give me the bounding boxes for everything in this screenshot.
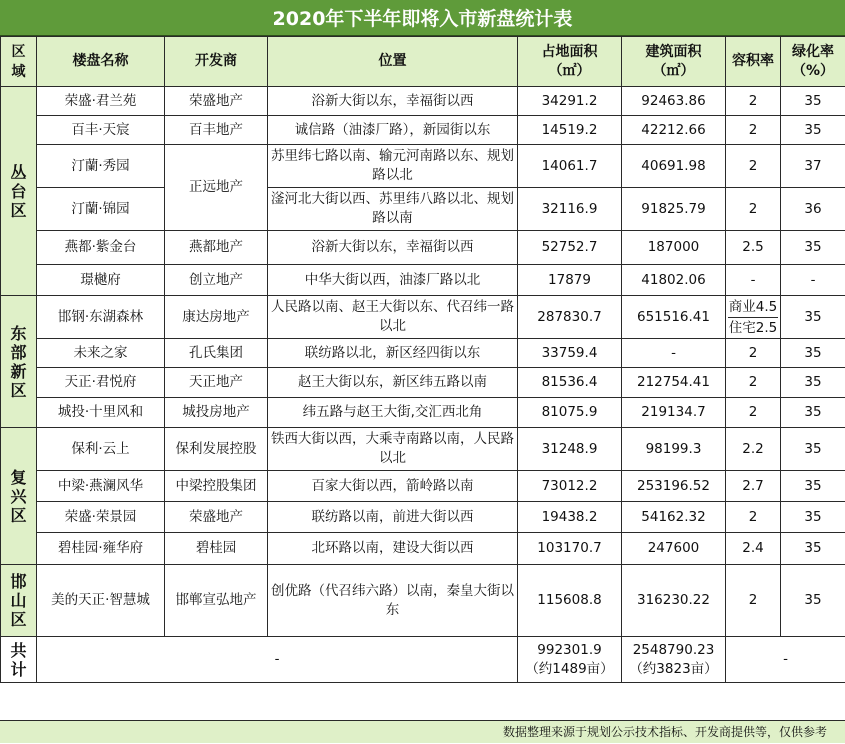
build-area: 316230.22 [622, 565, 726, 637]
green-rate: 35 [781, 502, 845, 533]
green-rate: 35 [781, 471, 845, 502]
far: 2 [726, 565, 781, 637]
region-fuxing: 复兴区 [1, 428, 37, 565]
property-name: 未来之家 [37, 339, 165, 368]
land-area: 73012.2 [518, 471, 622, 502]
property-name: 碧桂园·雍华府 [37, 533, 165, 565]
far: - [726, 265, 781, 296]
region-total: 共计 [1, 637, 37, 683]
build-area: 92463.86 [622, 87, 726, 116]
green-rate: 35 [781, 339, 845, 368]
location: 人民路以南、赵王大街以东、代召纬一路以北 [268, 296, 518, 339]
land-area: 14061.7 [518, 145, 622, 188]
land-area: 19438.2 [518, 502, 622, 533]
developer: 荣盛地产 [165, 502, 268, 533]
location: 创优路（代召纬六路）以南，秦皇大街以东 [268, 565, 518, 637]
header-build-area: 建筑面积 （㎡） [622, 37, 726, 87]
property-name: 汀蘭·锦园 [37, 188, 165, 231]
far: 2.4 [726, 533, 781, 565]
land-area: 287830.7 [518, 296, 622, 339]
property-name: 中梁·燕澜风华 [37, 471, 165, 502]
new-property-table [0, 36, 845, 683]
build-area: 651516.41 [622, 296, 726, 339]
far: 2.5 [726, 231, 781, 265]
property-name: 汀蘭·秀园 [37, 145, 165, 188]
property-name: 燕都·紫金台 [37, 231, 165, 265]
table-row [1, 339, 845, 368]
build-area: 187000 [622, 231, 726, 265]
location: 联纺路以北，新区经四街以东 [268, 339, 518, 368]
location: 苏里纬七路以南、输元河南路以东、规划路以北 [268, 145, 518, 188]
green-rate: 35 [781, 565, 845, 637]
header-region: 区域 [1, 37, 37, 87]
far: 2 [726, 116, 781, 145]
location: 浴新大街以东，幸福街以西 [268, 231, 518, 265]
table-row [1, 145, 845, 188]
developer: 正远地产 [165, 145, 268, 231]
property-name: 璟樾府 [37, 265, 165, 296]
table-title: 2020年下半年即将入市新盘统计表 [0, 0, 845, 36]
location: 纬五路与赵王大街,交汇西北角 [268, 398, 518, 428]
location: 诚信路（油漆厂路），新园街以东 [268, 116, 518, 145]
green-rate: 35 [781, 428, 845, 471]
header-developer: 开发商 [165, 37, 268, 87]
table-row [1, 231, 845, 265]
developer: 邯郸宣弘地产 [165, 565, 268, 637]
developer: 中梁控股集团 [165, 471, 268, 502]
far: 2 [726, 368, 781, 398]
far: 2 [726, 145, 781, 188]
region-congtai: 丛台区 [1, 87, 37, 296]
location: 滏河北大街以西、苏里纬八路以北、规划路以南 [268, 188, 518, 231]
property-name: 保利·云上 [37, 428, 165, 471]
table-row [1, 471, 845, 502]
property-name: 天正·君悦府 [37, 368, 165, 398]
build-area: 41802.06 [622, 265, 726, 296]
land-area: 103170.7 [518, 533, 622, 565]
property-name: 美的天正·智慧城 [37, 565, 165, 637]
green-rate: 35 [781, 116, 845, 145]
far-commercial: 商业4.5 [728, 297, 778, 317]
table-row [1, 502, 845, 533]
table-row [1, 116, 845, 145]
land-area: 32116.9 [518, 188, 622, 231]
far: 2 [726, 188, 781, 231]
table-row [1, 296, 845, 339]
build-area: 40691.98 [622, 145, 726, 188]
developer: 创立地产 [165, 265, 268, 296]
land-area: 81075.9 [518, 398, 622, 428]
total-row [1, 637, 845, 683]
build-area: 54162.32 [622, 502, 726, 533]
location: 中华大街以西，油漆厂路以北 [268, 265, 518, 296]
location: 联纺路以南，前进大街以西 [268, 502, 518, 533]
header-row [1, 37, 845, 87]
land-area: 31248.9 [518, 428, 622, 471]
property-name: 邯钢·东湖森林 [37, 296, 165, 339]
table-row [1, 368, 845, 398]
green-rate: 35 [781, 398, 845, 428]
header-land-area: 占地面积 （㎡） [518, 37, 622, 87]
table-row [1, 565, 845, 637]
far: 2 [726, 339, 781, 368]
developer: 康达房地产 [165, 296, 268, 339]
land-area: 115608.8 [518, 565, 622, 637]
green-rate: 35 [781, 368, 845, 398]
green-rate: 35 [781, 87, 845, 116]
green-rate: 36 [781, 188, 845, 231]
developer: 保利发展控股 [165, 428, 268, 471]
green-rate: 35 [781, 231, 845, 265]
location: 铁西大街以西，大乘寺南路以南，人民路以北 [268, 428, 518, 471]
table-row [1, 87, 845, 116]
property-name: 荣盛·荣景园 [37, 502, 165, 533]
table-row [1, 265, 845, 296]
table-row [1, 428, 845, 471]
header-name: 楼盘名称 [37, 37, 165, 87]
property-name: 百丰·天宸 [37, 116, 165, 145]
build-area: 98199.3 [622, 428, 726, 471]
developer: 燕都地产 [165, 231, 268, 265]
header-green: 绿化率 （%） [781, 37, 845, 87]
far [726, 296, 781, 339]
far: 2 [726, 87, 781, 116]
region-hanshan: 邯山区 [1, 565, 37, 637]
developer: 百丰地产 [165, 116, 268, 145]
green-rate: 35 [781, 296, 845, 339]
location: 浴新大街以东，幸福街以西 [268, 87, 518, 116]
land-area: 34291.2 [518, 87, 622, 116]
source-note: 数据整理来源于规划公示技术指标、开发商提供等，仅供参考 [0, 720, 845, 743]
build-area: 219134.7 [622, 398, 726, 428]
header-far: 容积率 [726, 37, 781, 87]
build-area: 247600 [622, 533, 726, 565]
far: 2.2 [726, 428, 781, 471]
total-land-area: 992301.9 （约1489亩） [518, 637, 622, 683]
table-row [1, 533, 845, 565]
developer: 孔氏集团 [165, 339, 268, 368]
developer: 碧桂园 [165, 533, 268, 565]
build-area: 42212.66 [622, 116, 726, 145]
location: 赵王大街以东，新区纬五路以南 [268, 368, 518, 398]
property-name: 城投·十里风和 [37, 398, 165, 428]
build-area: 212754.41 [622, 368, 726, 398]
table-row [1, 188, 845, 231]
property-name: 荣盛·君兰苑 [37, 87, 165, 116]
location: 百家大街以西，箭岭路以南 [268, 471, 518, 502]
build-area: 253196.52 [622, 471, 726, 502]
developer: 天正地产 [165, 368, 268, 398]
region-dongbu: 东部新区 [1, 296, 37, 428]
developer: 荣盛地产 [165, 87, 268, 116]
green-rate: 35 [781, 533, 845, 565]
header-location: 位置 [268, 37, 518, 87]
build-area: 91825.79 [622, 188, 726, 231]
far-residential: 住宅2.5 [728, 317, 778, 338]
land-area: 81536.4 [518, 368, 622, 398]
green-rate: - [781, 265, 845, 296]
land-area: 33759.4 [518, 339, 622, 368]
total-dash-right: - [726, 637, 845, 683]
developer: 城投房地产 [165, 398, 268, 428]
green-rate: 37 [781, 145, 845, 188]
total-dash-left: - [37, 637, 518, 683]
build-area: - [622, 339, 726, 368]
total-build-area: 2548790.23 （约3823亩） [622, 637, 726, 683]
far: 2.7 [726, 471, 781, 502]
land-area: 17879 [518, 265, 622, 296]
land-area: 52752.7 [518, 231, 622, 265]
far: 2 [726, 398, 781, 428]
land-area: 14519.2 [518, 116, 622, 145]
far: 2 [726, 502, 781, 533]
location: 北环路以南，建设大街以西 [268, 533, 518, 565]
table-row [1, 398, 845, 428]
